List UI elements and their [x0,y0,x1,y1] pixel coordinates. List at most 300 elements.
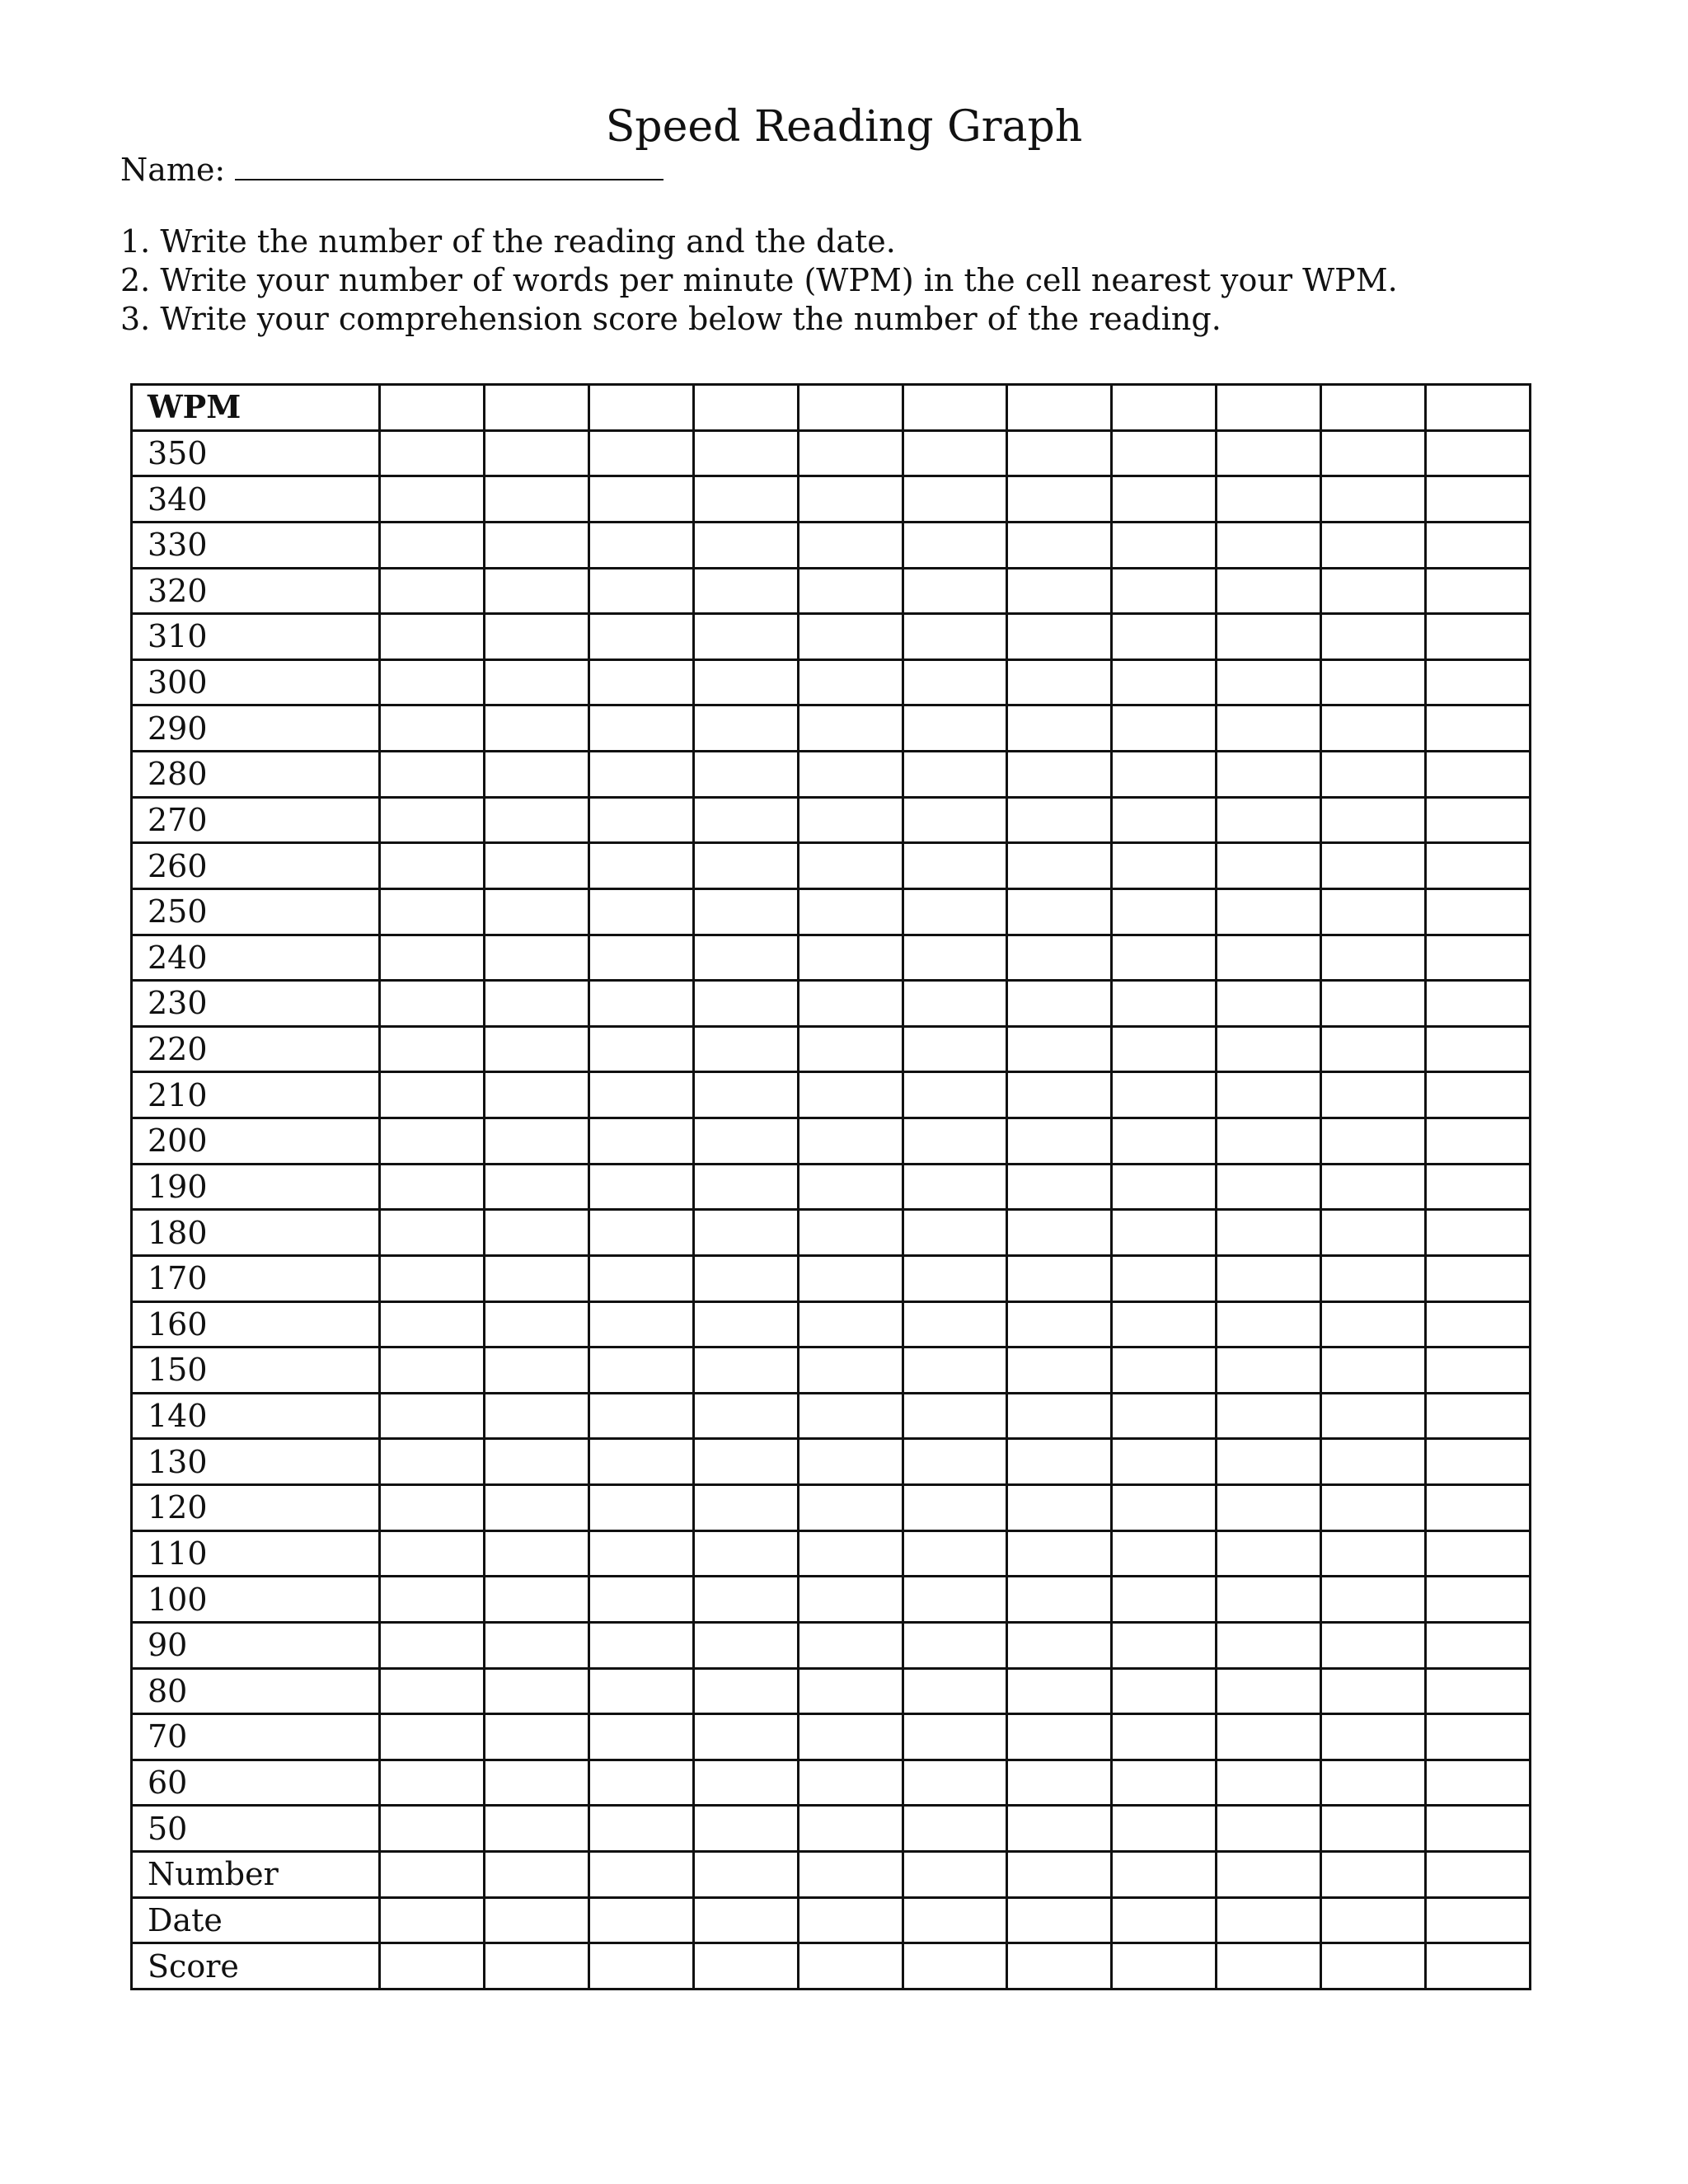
grid-cell[interactable] [903,1806,1007,1852]
grid-cell[interactable] [1426,1668,1531,1714]
grid-cell[interactable] [798,1255,903,1301]
grid-cell[interactable] [798,705,903,752]
grid-cell[interactable] [1321,568,1426,614]
grid-cell[interactable] [484,1118,588,1165]
grid-cell[interactable] [798,1026,903,1072]
grid-cell[interactable] [484,1897,588,1943]
grid-cell[interactable] [588,1118,693,1165]
grid-cell[interactable] [1007,659,1112,705]
grid-cell[interactable] [380,1668,485,1714]
grid-cell[interactable] [1426,1714,1531,1760]
grid-cell[interactable] [903,1530,1007,1577]
grid-cell[interactable] [484,888,588,935]
grid-cell[interactable] [1217,1530,1321,1577]
grid-cell[interactable] [693,659,798,705]
grid-cell[interactable] [1007,1347,1112,1394]
grid-cell[interactable] [1007,1164,1112,1210]
grid-cell[interactable] [903,614,1007,660]
grid-cell[interactable] [380,568,485,614]
grid-cell[interactable] [798,1760,903,1806]
grid-cell[interactable] [588,981,693,1027]
grid-cell[interactable] [1112,568,1217,614]
grid-cell[interactable] [1217,1806,1321,1852]
grid-cell[interactable] [588,1347,693,1394]
grid-cell[interactable] [903,1301,1007,1347]
grid-cell[interactable] [1112,522,1217,568]
grid-cell[interactable] [903,1485,1007,1531]
grid-cell[interactable] [693,752,798,798]
grid-cell[interactable] [1112,1210,1217,1256]
grid-cell[interactable] [1426,1347,1531,1394]
grid-cell[interactable] [1321,1255,1426,1301]
grid-cell[interactable] [1321,935,1426,981]
grid-cell[interactable] [693,1301,798,1347]
grid-cell[interactable] [1007,981,1112,1027]
grid-cell[interactable] [484,385,588,431]
grid-cell[interactable] [1321,1852,1426,1898]
grid-cell[interactable] [484,1852,588,1898]
grid-cell[interactable] [588,1714,693,1760]
grid-cell[interactable] [1007,1530,1112,1577]
grid-cell[interactable] [1426,1760,1531,1806]
grid-cell[interactable] [693,1118,798,1165]
grid-cell[interactable] [798,1164,903,1210]
grid-cell[interactable] [1112,935,1217,981]
grid-cell[interactable] [484,1301,588,1347]
grid-cell[interactable] [1007,797,1112,843]
grid-cell[interactable] [1217,1164,1321,1210]
grid-cell[interactable] [798,1210,903,1256]
grid-cell[interactable] [903,522,1007,568]
grid-cell[interactable] [1112,981,1217,1027]
grid-cell[interactable] [380,1852,485,1898]
grid-cell[interactable] [588,1668,693,1714]
grid-cell[interactable] [693,568,798,614]
grid-cell[interactable] [1112,1255,1217,1301]
grid-cell[interactable] [798,752,903,798]
grid-cell[interactable] [1426,1072,1531,1118]
grid-cell[interactable] [1112,888,1217,935]
grid-cell[interactable] [1007,1026,1112,1072]
grid-cell[interactable] [1426,935,1531,981]
grid-cell[interactable] [903,843,1007,889]
grid-cell[interactable] [798,797,903,843]
grid-cell[interactable] [1321,981,1426,1027]
grid-cell[interactable] [1426,752,1531,798]
grid-cell[interactable] [1321,1164,1426,1210]
grid-cell[interactable] [380,659,485,705]
grid-cell[interactable] [903,935,1007,981]
grid-cell[interactable] [1321,659,1426,705]
grid-cell[interactable] [1007,1897,1112,1943]
grid-cell[interactable] [1007,1439,1112,1485]
grid-cell[interactable] [484,843,588,889]
grid-cell[interactable] [798,935,903,981]
grid-cell[interactable] [1321,614,1426,660]
grid-cell[interactable] [588,476,693,523]
grid-cell[interactable] [1112,1530,1217,1577]
grid-cell[interactable] [380,1026,485,1072]
grid-cell[interactable] [1426,1164,1531,1210]
grid-cell[interactable] [1426,1439,1531,1485]
grid-cell[interactable] [380,1897,485,1943]
grid-cell[interactable] [903,1072,1007,1118]
grid-cell[interactable] [1112,1806,1217,1852]
grid-cell[interactable] [693,1577,798,1623]
grid-cell[interactable] [1426,1210,1531,1256]
grid-cell[interactable] [798,981,903,1027]
grid-cell[interactable] [1217,1622,1321,1668]
grid-cell[interactable] [484,981,588,1027]
grid-cell[interactable] [693,1668,798,1714]
grid-cell[interactable] [1217,1852,1321,1898]
grid-cell[interactable] [1112,1439,1217,1485]
grid-cell[interactable] [380,981,485,1027]
grid-cell[interactable] [1112,1118,1217,1165]
grid-cell[interactable] [588,568,693,614]
grid-cell[interactable] [380,1485,485,1531]
grid-cell[interactable] [1007,1072,1112,1118]
grid-cell[interactable] [588,935,693,981]
grid-cell[interactable] [1321,1072,1426,1118]
grid-cell[interactable] [1112,1897,1217,1943]
grid-cell[interactable] [380,1530,485,1577]
grid-cell[interactable] [693,1026,798,1072]
grid-cell[interactable] [693,888,798,935]
grid-cell[interactable] [1426,1485,1531,1531]
grid-cell[interactable] [1217,1301,1321,1347]
grid-cell[interactable] [798,1118,903,1165]
grid-cell[interactable] [1217,1943,1321,1990]
grid-cell[interactable] [1321,1577,1426,1623]
grid-cell[interactable] [903,797,1007,843]
grid-cell[interactable] [1112,430,1217,476]
grid-cell[interactable] [1426,1255,1531,1301]
grid-cell[interactable] [588,1530,693,1577]
grid-cell[interactable] [1112,1622,1217,1668]
grid-cell[interactable] [380,1255,485,1301]
grid-cell[interactable] [1007,385,1112,431]
grid-cell[interactable] [484,1668,588,1714]
grid-cell[interactable] [588,1393,693,1439]
grid-cell[interactable] [903,1714,1007,1760]
grid-cell[interactable] [693,1760,798,1806]
grid-cell[interactable] [1217,476,1321,523]
grid-cell[interactable] [1217,888,1321,935]
grid-cell[interactable] [484,1439,588,1485]
grid-cell[interactable] [484,1577,588,1623]
grid-cell[interactable] [693,614,798,660]
grid-cell[interactable] [380,1347,485,1394]
grid-cell[interactable] [1217,568,1321,614]
grid-cell[interactable] [798,385,903,431]
grid-cell[interactable] [1007,1255,1112,1301]
grid-cell[interactable] [1217,981,1321,1027]
grid-cell[interactable] [380,385,485,431]
grid-cell[interactable] [798,430,903,476]
grid-cell[interactable] [484,1164,588,1210]
grid-cell[interactable] [1321,522,1426,568]
grid-cell[interactable] [484,1485,588,1531]
grid-cell[interactable] [903,1897,1007,1943]
grid-cell[interactable] [588,385,693,431]
grid-cell[interactable] [1426,1897,1531,1943]
grid-cell[interactable] [1321,1439,1426,1485]
grid-cell[interactable] [693,1714,798,1760]
grid-cell[interactable] [588,522,693,568]
grid-cell[interactable] [693,385,798,431]
grid-cell[interactable] [484,568,588,614]
grid-cell[interactable] [1007,935,1112,981]
grid-cell[interactable] [380,1301,485,1347]
grid-cell[interactable] [380,1806,485,1852]
grid-cell[interactable] [588,659,693,705]
grid-cell[interactable] [1007,1760,1112,1806]
grid-cell[interactable] [903,1852,1007,1898]
grid-cell[interactable] [1321,385,1426,431]
grid-cell[interactable] [588,430,693,476]
grid-cell[interactable] [1217,614,1321,660]
grid-cell[interactable] [484,1943,588,1990]
grid-cell[interactable] [1007,752,1112,798]
grid-cell[interactable] [484,1393,588,1439]
grid-cell[interactable] [903,1118,1007,1165]
grid-cell[interactable] [484,752,588,798]
grid-cell[interactable] [693,522,798,568]
grid-cell[interactable] [1112,705,1217,752]
grid-cell[interactable] [1321,888,1426,935]
grid-cell[interactable] [1007,1210,1112,1256]
grid-cell[interactable] [380,1164,485,1210]
grid-cell[interactable] [1112,1026,1217,1072]
grid-cell[interactable] [798,476,903,523]
grid-cell[interactable] [380,843,485,889]
grid-cell[interactable] [1426,1530,1531,1577]
grid-cell[interactable] [1217,797,1321,843]
grid-cell[interactable] [1007,1943,1112,1990]
grid-cell[interactable] [380,1577,485,1623]
grid-cell[interactable] [1217,1393,1321,1439]
grid-cell[interactable] [1217,935,1321,981]
grid-cell[interactable] [1007,888,1112,935]
grid-cell[interactable] [1217,1714,1321,1760]
grid-cell[interactable] [1007,614,1112,660]
grid-cell[interactable] [380,752,485,798]
grid-cell[interactable] [903,430,1007,476]
name-blank-line[interactable] [235,179,663,180]
grid-cell[interactable] [798,1072,903,1118]
grid-cell[interactable] [1426,843,1531,889]
grid-cell[interactable] [798,1485,903,1531]
grid-cell[interactable] [693,1852,798,1898]
grid-cell[interactable] [1112,1668,1217,1714]
grid-cell[interactable] [484,430,588,476]
grid-cell[interactable] [588,752,693,798]
grid-cell[interactable] [903,476,1007,523]
grid-cell[interactable] [903,705,1007,752]
grid-cell[interactable] [1217,430,1321,476]
grid-cell[interactable] [380,476,485,523]
grid-cell[interactable] [380,1072,485,1118]
grid-cell[interactable] [1007,1301,1112,1347]
grid-cell[interactable] [484,476,588,523]
grid-cell[interactable] [1007,430,1112,476]
grid-cell[interactable] [588,614,693,660]
grid-cell[interactable] [693,797,798,843]
grid-cell[interactable] [1321,1301,1426,1347]
grid-cell[interactable] [1321,1347,1426,1394]
grid-cell[interactable] [1321,797,1426,843]
grid-cell[interactable] [1217,1347,1321,1394]
grid-cell[interactable] [798,1668,903,1714]
grid-cell[interactable] [903,385,1007,431]
grid-cell[interactable] [588,1485,693,1531]
grid-cell[interactable] [1007,1118,1112,1165]
grid-cell[interactable] [1321,1485,1426,1531]
grid-cell[interactable] [903,1943,1007,1990]
grid-cell[interactable] [380,614,485,660]
grid-cell[interactable] [588,1301,693,1347]
grid-cell[interactable] [1426,614,1531,660]
grid-cell[interactable] [1217,522,1321,568]
grid-cell[interactable] [798,888,903,935]
grid-cell[interactable] [1007,522,1112,568]
grid-cell[interactable] [1112,1485,1217,1531]
grid-cell[interactable] [1007,476,1112,523]
grid-cell[interactable] [693,843,798,889]
grid-cell[interactable] [1217,1668,1321,1714]
grid-cell[interactable] [1112,1714,1217,1760]
grid-cell[interactable] [1217,1255,1321,1301]
grid-cell[interactable] [693,705,798,752]
grid-cell[interactable] [588,843,693,889]
grid-cell[interactable] [484,614,588,660]
grid-cell[interactable] [1217,1760,1321,1806]
grid-cell[interactable] [1426,385,1531,431]
grid-cell[interactable] [1112,1852,1217,1898]
grid-cell[interactable] [798,1393,903,1439]
grid-cell[interactable] [693,1210,798,1256]
grid-cell[interactable] [693,1897,798,1943]
grid-cell[interactable] [380,1943,485,1990]
grid-cell[interactable] [1426,430,1531,476]
grid-cell[interactable] [588,1439,693,1485]
grid-cell[interactable] [693,1439,798,1485]
grid-cell[interactable] [588,1852,693,1898]
grid-cell[interactable] [798,1806,903,1852]
grid-cell[interactable] [798,1301,903,1347]
grid-cell[interactable] [903,752,1007,798]
grid-cell[interactable] [484,1530,588,1577]
grid-cell[interactable] [1321,1943,1426,1990]
grid-cell[interactable] [1007,1577,1112,1623]
grid-cell[interactable] [903,1577,1007,1623]
grid-cell[interactable] [1007,1622,1112,1668]
grid-cell[interactable] [798,1530,903,1577]
grid-cell[interactable] [484,935,588,981]
grid-cell[interactable] [1217,1577,1321,1623]
grid-cell[interactable] [588,705,693,752]
grid-cell[interactable] [798,659,903,705]
grid-cell[interactable] [1007,843,1112,889]
grid-cell[interactable] [693,476,798,523]
grid-cell[interactable] [798,568,903,614]
grid-cell[interactable] [798,1577,903,1623]
grid-cell[interactable] [1321,705,1426,752]
grid-cell[interactable] [1007,568,1112,614]
grid-cell[interactable] [484,1255,588,1301]
grid-cell[interactable] [693,1072,798,1118]
grid-cell[interactable] [1426,981,1531,1027]
grid-cell[interactable] [693,1255,798,1301]
grid-cell[interactable] [798,1439,903,1485]
grid-cell[interactable] [588,1622,693,1668]
grid-cell[interactable] [903,659,1007,705]
grid-cell[interactable] [1426,705,1531,752]
grid-cell[interactable] [380,1622,485,1668]
grid-cell[interactable] [1007,1852,1112,1898]
grid-cell[interactable] [588,1943,693,1990]
grid-cell[interactable] [798,1943,903,1990]
grid-cell[interactable] [380,1210,485,1256]
grid-cell[interactable] [484,705,588,752]
grid-cell[interactable] [1007,1485,1112,1531]
grid-cell[interactable] [1112,1577,1217,1623]
grid-cell[interactable] [693,1806,798,1852]
grid-cell[interactable] [1217,1485,1321,1531]
grid-cell[interactable] [1112,797,1217,843]
grid-cell[interactable] [380,1714,485,1760]
grid-cell[interactable] [1217,1072,1321,1118]
grid-cell[interactable] [1007,1714,1112,1760]
grid-cell[interactable] [903,1347,1007,1394]
grid-cell[interactable] [1217,1439,1321,1485]
grid-cell[interactable] [484,797,588,843]
grid-cell[interactable] [903,1760,1007,1806]
grid-cell[interactable] [1112,614,1217,660]
grid-cell[interactable] [1321,430,1426,476]
grid-cell[interactable] [693,1530,798,1577]
grid-cell[interactable] [588,1072,693,1118]
grid-cell[interactable] [1217,843,1321,889]
grid-cell[interactable] [588,1164,693,1210]
grid-cell[interactable] [380,1760,485,1806]
grid-cell[interactable] [693,935,798,981]
grid-cell[interactable] [1112,752,1217,798]
grid-cell[interactable] [1321,476,1426,523]
grid-cell[interactable] [1426,797,1531,843]
grid-cell[interactable] [1426,1301,1531,1347]
grid-cell[interactable] [1426,1026,1531,1072]
grid-cell[interactable] [1007,1806,1112,1852]
grid-cell[interactable] [1426,476,1531,523]
grid-cell[interactable] [588,1577,693,1623]
grid-cell[interactable] [693,1164,798,1210]
grid-cell[interactable] [484,1622,588,1668]
grid-cell[interactable] [903,888,1007,935]
grid-cell[interactable] [588,1255,693,1301]
grid-cell[interactable] [380,522,485,568]
grid-cell[interactable] [798,614,903,660]
grid-cell[interactable] [1112,659,1217,705]
grid-cell[interactable] [1426,568,1531,614]
grid-cell[interactable] [380,935,485,981]
grid-cell[interactable] [484,1210,588,1256]
grid-cell[interactable] [693,1393,798,1439]
grid-cell[interactable] [484,1760,588,1806]
grid-cell[interactable] [380,1393,485,1439]
grid-cell[interactable] [484,1714,588,1760]
